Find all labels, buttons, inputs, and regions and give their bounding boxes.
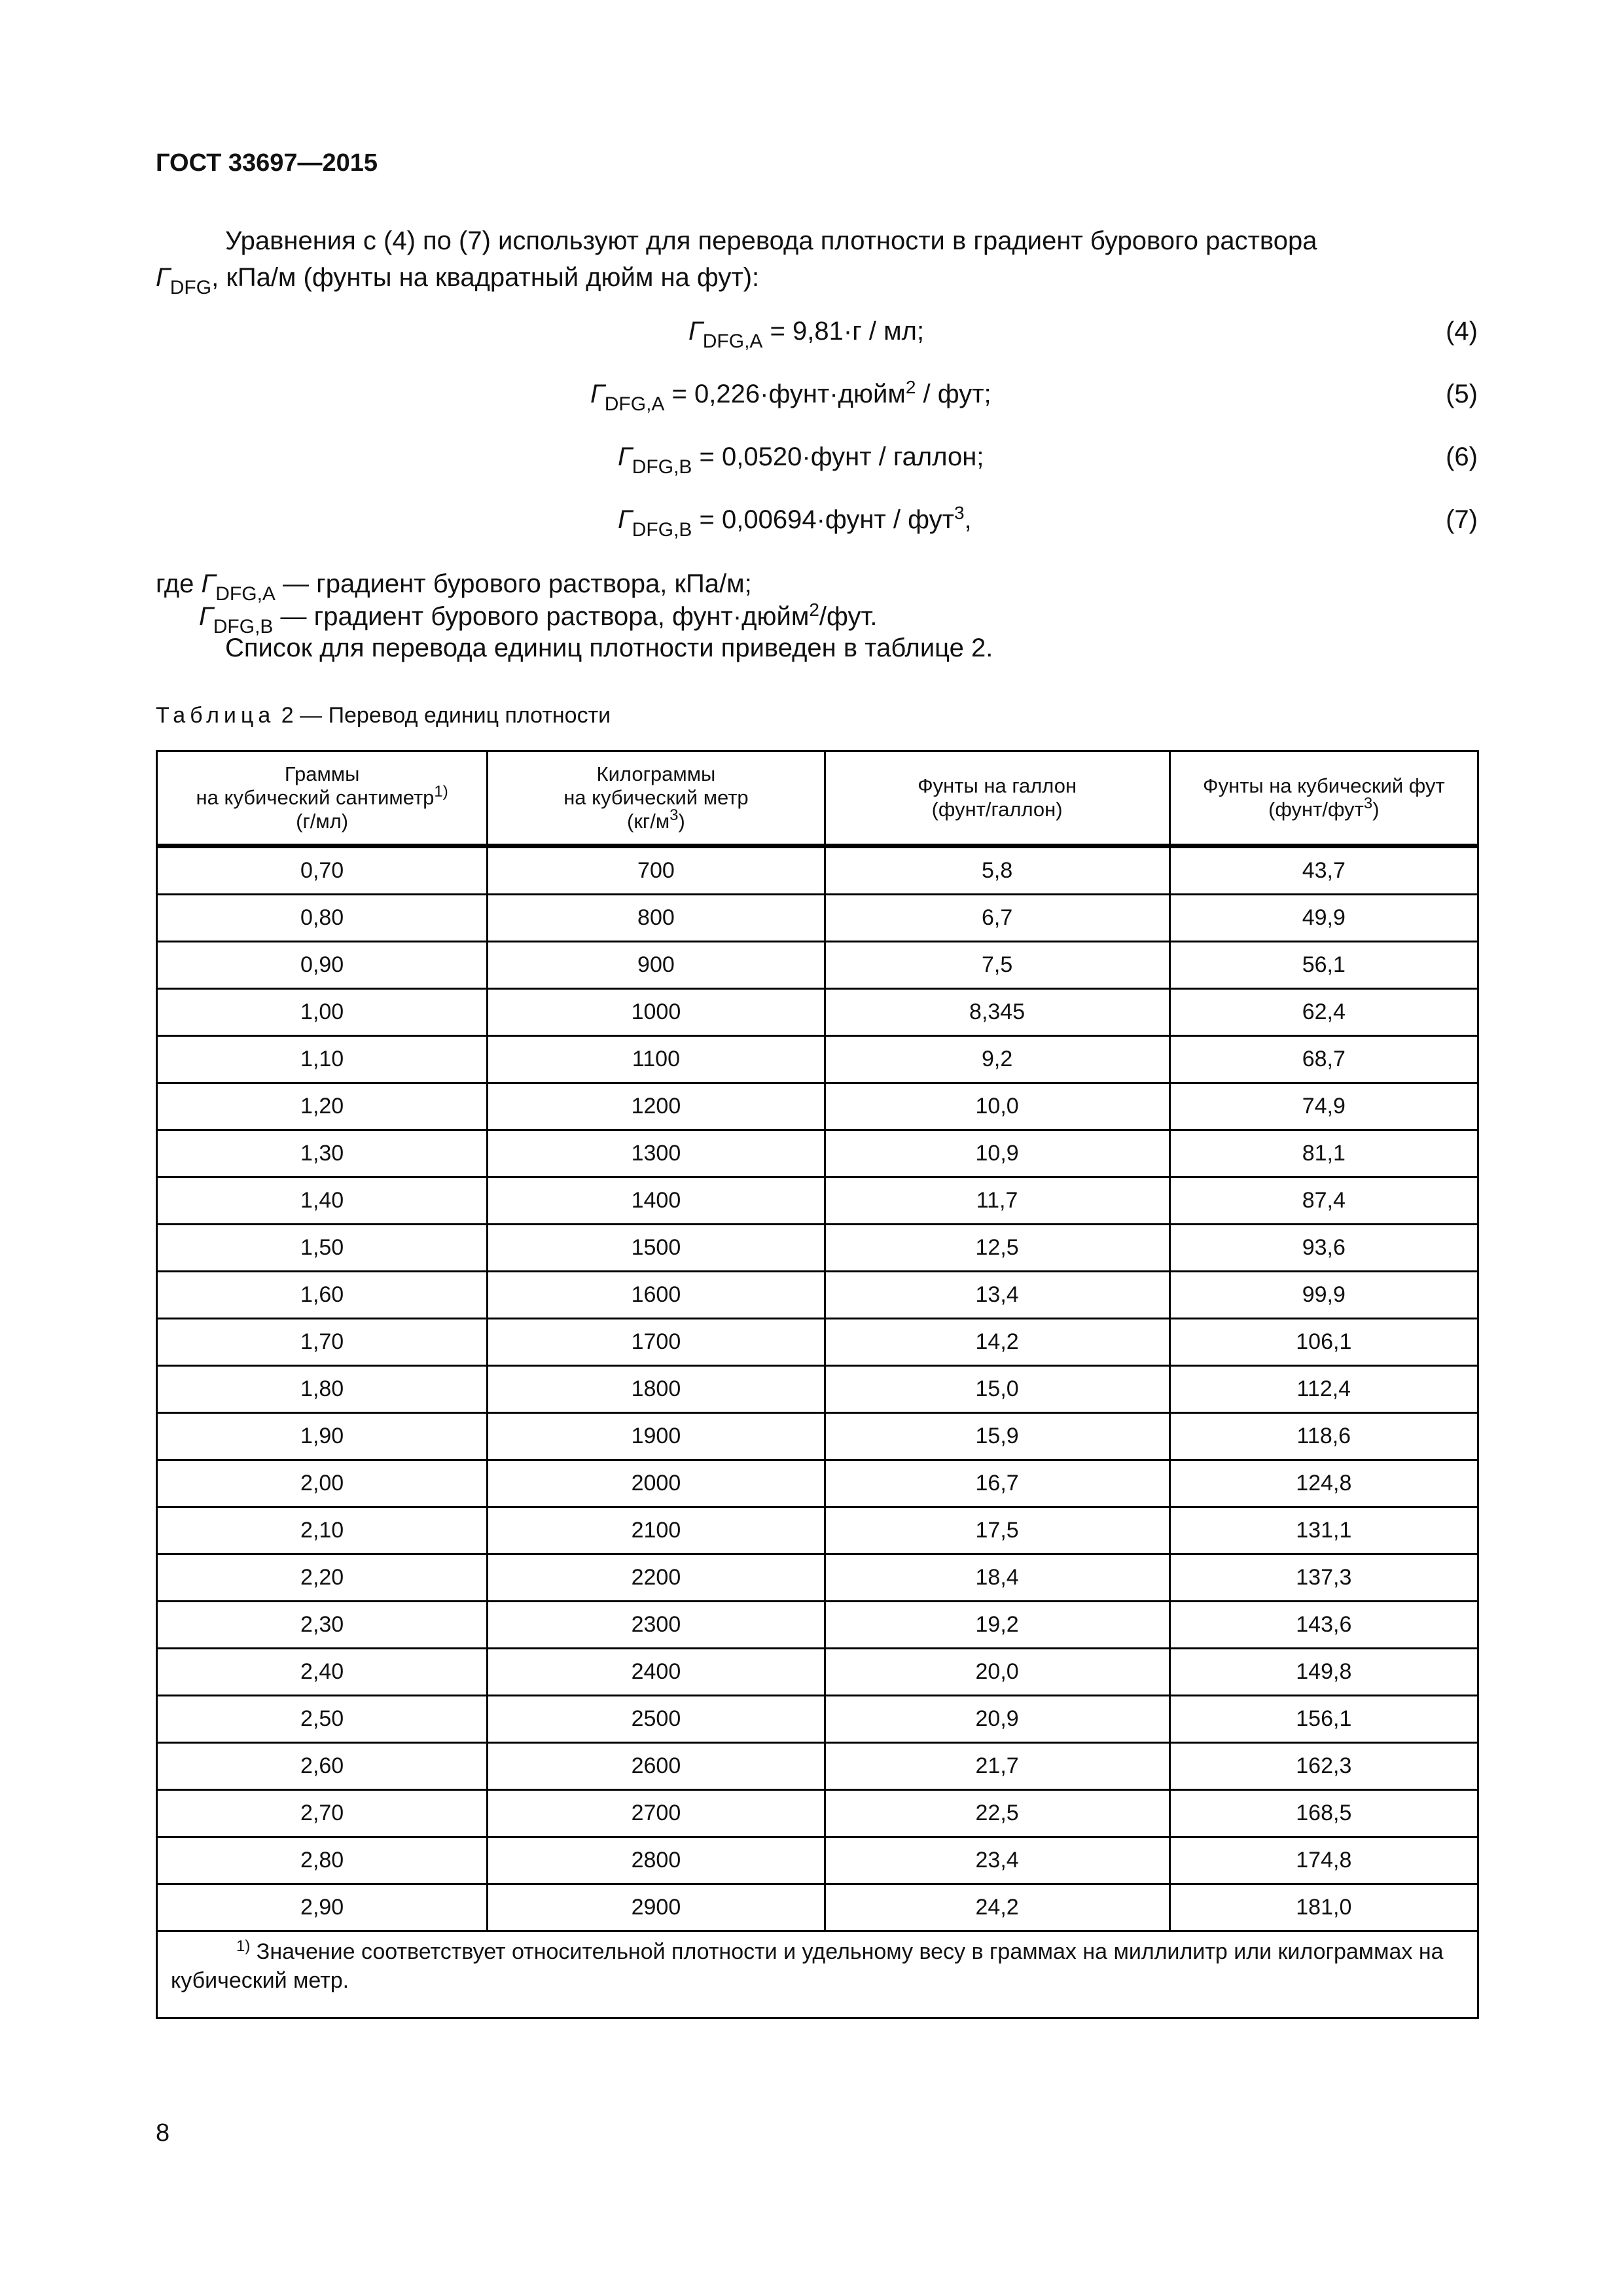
table-cell: 149,8 xyxy=(1169,1649,1478,1696)
table-reference-text: Список для перевода единиц плотности приведен в таблице 2. xyxy=(225,634,993,662)
table-cell: 12,5 xyxy=(825,1225,1169,1272)
table-cell: 6,7 xyxy=(825,895,1169,942)
table-cell: 2,50 xyxy=(157,1696,488,1743)
table-cell: 24,2 xyxy=(825,1884,1169,1931)
gradient-subscript: DFG xyxy=(169,277,212,298)
table-cell: 2,80 xyxy=(157,1837,488,1884)
table-row xyxy=(157,1837,1478,1884)
table-cell: 19,2 xyxy=(825,1602,1169,1649)
table-cell: 1400 xyxy=(488,1177,825,1225)
table-cell: 1700 xyxy=(488,1319,825,1366)
table-cell: 11,7 xyxy=(825,1177,1169,1225)
cell-text: Килограммы xyxy=(596,762,716,785)
table-cell: 15,9 xyxy=(825,1413,1169,1460)
table-cell: 20,9 xyxy=(825,1696,1169,1743)
table-cell: 14,2 xyxy=(825,1319,1169,1366)
equation-4-number: (4) xyxy=(1446,317,1478,346)
cell-text: на кубический сантиметр xyxy=(196,786,435,809)
table-cell: 87,4 xyxy=(1169,1177,1478,1225)
table-cell: 20,0 xyxy=(825,1649,1169,1696)
table-cell: 2700 xyxy=(488,1790,825,1837)
table-row xyxy=(157,1743,1478,1790)
cell-text: (фунт/галлон) xyxy=(931,798,1063,821)
table-row xyxy=(157,989,1478,1036)
where-line-2: $Г_{DFG,B}$ — градиент бурового раствора, фунт·дюйм$^2$/фут. xyxy=(199,600,878,637)
table-cell: 43,7 xyxy=(1169,846,1478,895)
table-cell: 22,5 xyxy=(825,1790,1169,1837)
cell-text: (кг/м xyxy=(627,810,670,833)
cell-text: на кубический метр xyxy=(563,786,749,809)
table-row xyxy=(157,1554,1478,1602)
equation-7-number: (7) xyxy=(1446,505,1478,534)
table-cell: 1300 xyxy=(488,1130,825,1177)
equation-4: $Г_{DFG,A} = 9,81\cdot г$ / мл; xyxy=(688,317,925,352)
cell-text: Фунты на кубический фут xyxy=(1203,774,1445,797)
cell-text: ) xyxy=(1372,798,1380,821)
table-row xyxy=(157,1460,1478,1507)
table-cell: 1000 xyxy=(488,989,825,1036)
equation-5: $Г_{DFG,A}$ = 0,226·фунт·дюйм$^2$ / фут; xyxy=(590,377,991,415)
table-cell: 2600 xyxy=(488,1743,825,1790)
table-row xyxy=(157,1366,1478,1413)
table-footnote-row xyxy=(157,1931,1478,2018)
table-cell: 74,9 xyxy=(1169,1083,1478,1130)
cell-text: 1) xyxy=(434,783,448,800)
table-cell: 7,5 xyxy=(825,942,1169,989)
table-cell: 13,4 xyxy=(825,1272,1169,1319)
table-cell: 93,6 xyxy=(1169,1225,1478,1272)
table-cell: 131,1 xyxy=(1169,1507,1478,1554)
where-line-1: где $Г_{DFG,A}$ — градиент бурового раствора, кПа/м; xyxy=(156,569,752,605)
table-cell: 2500 xyxy=(488,1696,825,1743)
table-cell: 9,2 xyxy=(825,1036,1169,1083)
table-cell: 49,9 xyxy=(1169,895,1478,942)
table-row xyxy=(157,1696,1478,1743)
table-cell: 137,3 xyxy=(1169,1554,1478,1602)
cell-text: 3 xyxy=(1363,795,1373,812)
table-footnote xyxy=(157,1931,1478,2018)
table-cell: 900 xyxy=(488,942,825,989)
table-cell: 1800 xyxy=(488,1366,825,1413)
table-cell: 162,3 xyxy=(1169,1743,1478,1790)
table-row xyxy=(157,1413,1478,1460)
table-cell: 1,10 xyxy=(157,1036,488,1083)
table-row xyxy=(157,1130,1478,1177)
intro-paragraph xyxy=(156,223,1478,296)
table-cell: 2,90 xyxy=(157,1884,488,1931)
header-kg-per-m3 xyxy=(488,751,825,846)
table-cell: 2,10 xyxy=(157,1507,488,1554)
table-cell: 0,80 xyxy=(157,895,488,942)
table-cell: 1200 xyxy=(488,1083,825,1130)
table-cell: 10,9 xyxy=(825,1130,1169,1177)
gradient-symbol: Г xyxy=(156,263,170,292)
table-cell: 174,8 xyxy=(1169,1837,1478,1884)
table-cell: 16,7 xyxy=(825,1460,1169,1507)
table-cell: 124,8 xyxy=(1169,1460,1478,1507)
table-cell: 2,20 xyxy=(157,1554,488,1602)
table-cell: 1,50 xyxy=(157,1225,488,1272)
cell-text: 1) xyxy=(236,1937,251,1955)
table-cell: 81,1 xyxy=(1169,1130,1478,1177)
table-cell: 2300 xyxy=(488,1602,825,1649)
table-row xyxy=(157,942,1478,989)
table-cell: 62,4 xyxy=(1169,989,1478,1036)
table-row xyxy=(157,846,1478,895)
table-row xyxy=(157,1036,1478,1083)
table-cell: 1,40 xyxy=(157,1177,488,1225)
table-header-row xyxy=(157,751,1478,846)
intro-text-tail: , кПа/м (фунты на квадратный дюйм на фут): xyxy=(211,263,760,292)
equation-6-number: (6) xyxy=(1446,442,1478,471)
intro-text: Уравнения с (4) по (7) используют для перевода плотности в градиент бурового раствора xyxy=(225,226,1317,255)
table-cell: 168,5 xyxy=(1169,1790,1478,1837)
table-cell: 8,345 xyxy=(825,989,1169,1036)
table-cell: 112,4 xyxy=(1169,1366,1478,1413)
table-row xyxy=(157,1083,1478,1130)
document-header: ГОСТ 33697—2015 xyxy=(156,149,378,177)
table-cell: 2000 xyxy=(488,1460,825,1507)
table-cell: 2,60 xyxy=(157,1743,488,1790)
table-cell: 1,20 xyxy=(157,1083,488,1130)
header-lb-per-gal xyxy=(825,751,1169,846)
table-cell: 181,0 xyxy=(1169,1884,1478,1931)
page-number: 8 xyxy=(156,2119,170,2147)
table-cell: 2,00 xyxy=(157,1460,488,1507)
table-cell: 156,1 xyxy=(1169,1696,1478,1743)
cell-text: Фунты на галлон xyxy=(918,774,1077,797)
table-cell: 800 xyxy=(488,895,825,942)
table-cell: 106,1 xyxy=(1169,1319,1478,1366)
table-row xyxy=(157,1319,1478,1366)
table-cell: 23,4 xyxy=(825,1837,1169,1884)
table-cell: 700 xyxy=(488,846,825,895)
table-cell: 2,30 xyxy=(157,1602,488,1649)
table-cell: 2200 xyxy=(488,1554,825,1602)
table-cell: 1,90 xyxy=(157,1413,488,1460)
cell-text: ) xyxy=(678,810,685,833)
density-conversion-table xyxy=(156,750,1479,2019)
table-cell: 1500 xyxy=(488,1225,825,1272)
table-cell: 1100 xyxy=(488,1036,825,1083)
table-cell: 10,0 xyxy=(825,1083,1169,1130)
table-cell: 99,9 xyxy=(1169,1272,1478,1319)
table-cell: 1,60 xyxy=(157,1272,488,1319)
table-cell: 1,00 xyxy=(157,989,488,1036)
table-cell: 68,7 xyxy=(1169,1036,1478,1083)
table-cell: 0,70 xyxy=(157,846,488,895)
table-row xyxy=(157,1790,1478,1837)
table-cell: 17,5 xyxy=(825,1507,1169,1554)
equation-6: $Г_{DFG,B}$ = 0,0520·фунт / галлон; xyxy=(618,442,984,478)
table-row xyxy=(157,895,1478,942)
table-row xyxy=(157,1602,1478,1649)
equation-5-number: (5) xyxy=(1446,380,1478,408)
cell-text: 3 xyxy=(669,806,679,824)
table-caption: Таблица 2 — Перевод единиц плотности xyxy=(156,703,611,728)
table-row xyxy=(157,1884,1478,1931)
header-lb-per-ft3 xyxy=(1169,751,1478,846)
table-cell: 21,7 xyxy=(825,1743,1169,1790)
table-cell: 1600 xyxy=(488,1272,825,1319)
cell-text: Значение соответствует относительной плотности и удельному весу в граммах на миллилитр или килограммах на кубический метр. xyxy=(171,1939,1444,1993)
cell-text: Граммы xyxy=(284,762,360,785)
table-cell: 2,70 xyxy=(157,1790,488,1837)
header-g-per-cm3 xyxy=(157,751,488,846)
equation-7: $Г_{DFG,B}$ = 0,00694·фунт / фут$^3$, xyxy=(618,503,972,541)
table-cell: 18,4 xyxy=(825,1554,1169,1602)
table-cell: 56,1 xyxy=(1169,942,1478,989)
table-row xyxy=(157,1177,1478,1225)
table-row xyxy=(157,1225,1478,1272)
table-row xyxy=(157,1649,1478,1696)
table-cell: 1,30 xyxy=(157,1130,488,1177)
table-cell: 1900 xyxy=(488,1413,825,1460)
table-cell: 0,90 xyxy=(157,942,488,989)
cell-text: (фунт/фут xyxy=(1268,798,1364,821)
table-cell: 1,80 xyxy=(157,1366,488,1413)
table-cell: 2100 xyxy=(488,1507,825,1554)
table-cell: 2900 xyxy=(488,1884,825,1931)
table-cell: 1,70 xyxy=(157,1319,488,1366)
table-row xyxy=(157,1507,1478,1554)
cell-text: (г/мл) xyxy=(296,810,349,833)
table-cell: 2,40 xyxy=(157,1649,488,1696)
table-cell: 143,6 xyxy=(1169,1602,1478,1649)
table-row xyxy=(157,1272,1478,1319)
table-cell: 118,6 xyxy=(1169,1413,1478,1460)
table-cell: 2800 xyxy=(488,1837,825,1884)
table-cell: 5,8 xyxy=(825,846,1169,895)
table-cell: 2400 xyxy=(488,1649,825,1696)
table-cell: 15,0 xyxy=(825,1366,1169,1413)
